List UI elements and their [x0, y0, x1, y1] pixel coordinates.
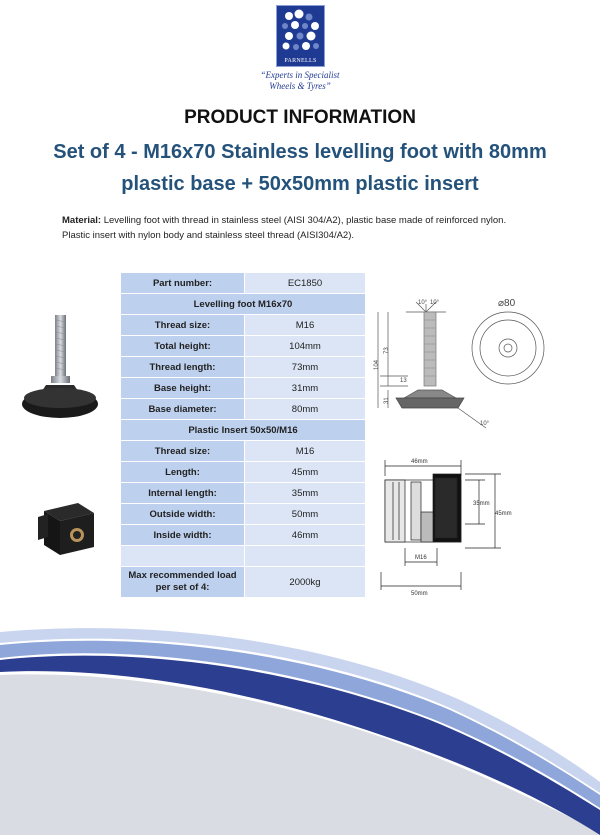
spec-value: 80mm [245, 399, 366, 420]
table-row [121, 420, 366, 441]
levelling-foot-image [20, 310, 100, 425]
spec-label: Internal length: [121, 483, 245, 504]
spec-label: Total height: [121, 336, 245, 357]
spec-value: 31mm [245, 378, 366, 399]
spec-value: 35mm [245, 483, 366, 504]
logo-text: PARNELLS [284, 58, 317, 64]
table-row [121, 357, 366, 378]
table-row [121, 546, 366, 567]
spec-label: Base height: [121, 378, 245, 399]
part-number-value: EC1850 [245, 273, 366, 294]
dim-13: 13 [400, 378, 407, 384]
table-row [121, 273, 366, 294]
product-title-line1: Set of 4 - M16x70 Stainless levelling foot with 80mm [53, 141, 547, 163]
table-row [121, 567, 366, 598]
max-load-value: 2000kg [245, 567, 366, 598]
dim-angle-left: 10° [418, 300, 428, 306]
max-load-label-line2: per set of 4: [155, 582, 210, 593]
spec-value: 73mm [245, 357, 366, 378]
dim-104: 104 [374, 359, 380, 370]
product-title-line2: plastic base + 50x50mm plastic insert [121, 173, 479, 195]
part-number-label: Part number: [121, 273, 245, 294]
spec-label: Outside width: [121, 504, 245, 525]
levelling-foot-drawing [368, 290, 568, 440]
spec-label: Thread size: [121, 315, 245, 336]
tagline-line2: Wheels & Tyres” [269, 81, 331, 91]
spec-value: 46mm [245, 525, 366, 546]
blank-cell [245, 546, 366, 567]
page-heading: PRODUCT INFORMATION [184, 107, 416, 128]
logo-dots-icon [277, 6, 324, 56]
material-text1: Levelling foot with thread in stainless steel (AISI 304/A2), plastic base made of reinforced nylon. [103, 215, 507, 226]
table-row [121, 483, 366, 504]
table-row [121, 378, 366, 399]
spec-table [120, 272, 366, 598]
company-logo [276, 5, 325, 67]
dim-31: 31 [384, 397, 390, 404]
table-row [121, 441, 366, 462]
spec-value: M16 [245, 441, 366, 462]
dim-46mm: 46mm [411, 459, 428, 465]
table-row [121, 399, 366, 420]
decorative-swoosh [0, 600, 600, 835]
material-label: Material: [62, 215, 102, 226]
dim-45mm: 45mm [495, 511, 512, 517]
table-row [121, 525, 366, 546]
max-load-label [121, 567, 245, 598]
section-plastic-insert: Plastic Insert 50x50/M16 [121, 420, 366, 441]
dim-50mm: 50mm [411, 591, 428, 597]
spec-value: M16 [245, 315, 366, 336]
plastic-insert-image [38, 497, 98, 557]
table-row [121, 294, 366, 315]
spec-value: 50mm [245, 504, 366, 525]
dim-73: 73 [384, 347, 390, 354]
plastic-insert-drawing [375, 452, 525, 602]
spec-value: 45mm [245, 462, 366, 483]
section-levelling-foot: Levelling foot M16x70 [121, 294, 366, 315]
spec-label: Thread length: [121, 357, 245, 378]
dim-angle-bottom: 10° [480, 421, 490, 427]
spec-value: 104mm [245, 336, 366, 357]
dim-diameter: ⌀80 [498, 298, 516, 309]
spec-label: Inside width: [121, 525, 245, 546]
spec-label: Thread size: [121, 441, 245, 462]
dim-35mm: 35mm [473, 501, 490, 507]
max-load-label-line1: Max recommended load [128, 570, 237, 581]
table-row [121, 336, 366, 357]
dim-m16: M16 [415, 555, 427, 561]
tagline-line1: “Experts in Specialist [260, 70, 340, 80]
table-row [121, 462, 366, 483]
blank-cell [121, 546, 245, 567]
product-title [30, 136, 570, 200]
table-row [121, 504, 366, 525]
spec-label: Base diameter: [121, 399, 245, 420]
material-description [62, 213, 560, 243]
table-row [121, 315, 366, 336]
spec-label: Length: [121, 462, 245, 483]
logo-tagline [230, 70, 370, 92]
dim-angle-right: 10° [430, 300, 440, 306]
material-text2: Plastic insert with nylon body and stainless steel thread (AISI304/A2). [62, 230, 355, 241]
